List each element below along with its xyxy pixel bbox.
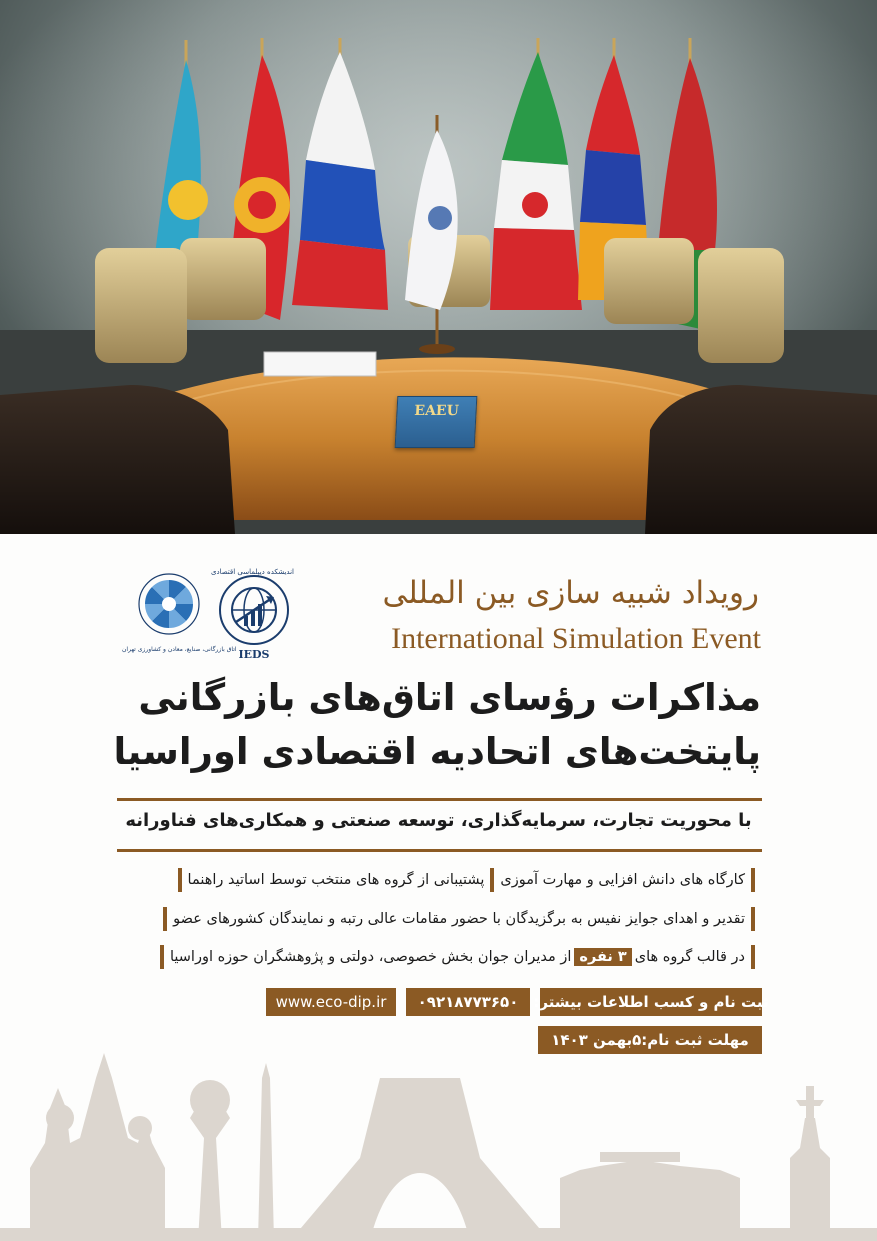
conference-photo [0,0,877,534]
headline-line-2: پایتخت‌های اتحادیه اقتصادی اوراسیا [113,730,761,773]
divider-top [117,798,762,801]
subtitle: با محوریت تجارت، سرمایه‌گذاری، توسعه صنعتی و همکاری‌های فناورانه [125,810,752,831]
event-title-persian: رویداد شبیه سازی بین المللی [382,575,759,611]
feature-row-teams [154,944,761,970]
feature-teams-post: از مدیران جوان بخش خصوصی، دولتی و پژوهشگران حوزه اوراسیا [169,949,572,965]
headline-line-1: مذاکرات رؤسای اتاق‌های بازرگانی [138,676,761,719]
row-bar [751,945,755,969]
city-skyline [0,1048,877,1241]
row-bar [751,907,755,931]
team-size-highlight: ۳ نفره [574,948,631,966]
registration-deadline: مهلت ثبت نام:۵بهمن ۱۴۰۳ [538,1026,762,1054]
feature-workshops: کارگاه های دانش افزایی و مهارت آموزی [500,872,745,888]
eaeu-book [395,396,478,448]
ieds-logo-icon [211,568,294,662]
phone-number[interactable]: ۰۹۲۱۸۷۷۳۶۵۰ [406,988,530,1016]
event-title-english: International Simulation Event [391,622,761,655]
website-link[interactable]: www.eco-dip.ir [266,988,396,1016]
feature-teams-pre: در قالب گروه های [634,949,745,965]
feature-awards: تقدیر و اهدای جوایز نفیس به برگزیدگان با حضور مقامات عالی رتبه و نمایندگان کشورهای عضو [173,911,745,927]
papers [264,352,376,376]
divider-bottom [117,849,762,852]
ieds-arc-text: اندیشکده دیپلماسی اقتصادی [211,568,294,576]
feature-row-awards [157,906,761,932]
chamber-of-commerce-logo-icon [122,572,237,658]
row-bar [163,907,167,931]
row-bar [751,868,755,892]
ieds-logo-label: IEDS [238,648,270,661]
chamber-logo-caption: اتاق بازرگانی، صنایع، معادن و کشاورزی تهران [122,646,237,653]
row-bar [160,945,164,969]
row-separator [490,868,494,892]
feature-mentors: پشتیبانی از گروه های منتخب توسط اساتید راهنما [187,872,485,888]
feature-row-workshops [172,867,761,893]
eaeu-book-label: EAEU [413,403,460,419]
row-bar [178,868,182,892]
register-label: ثبت نام و کسب اطلاعات بیشتر: [540,988,762,1016]
